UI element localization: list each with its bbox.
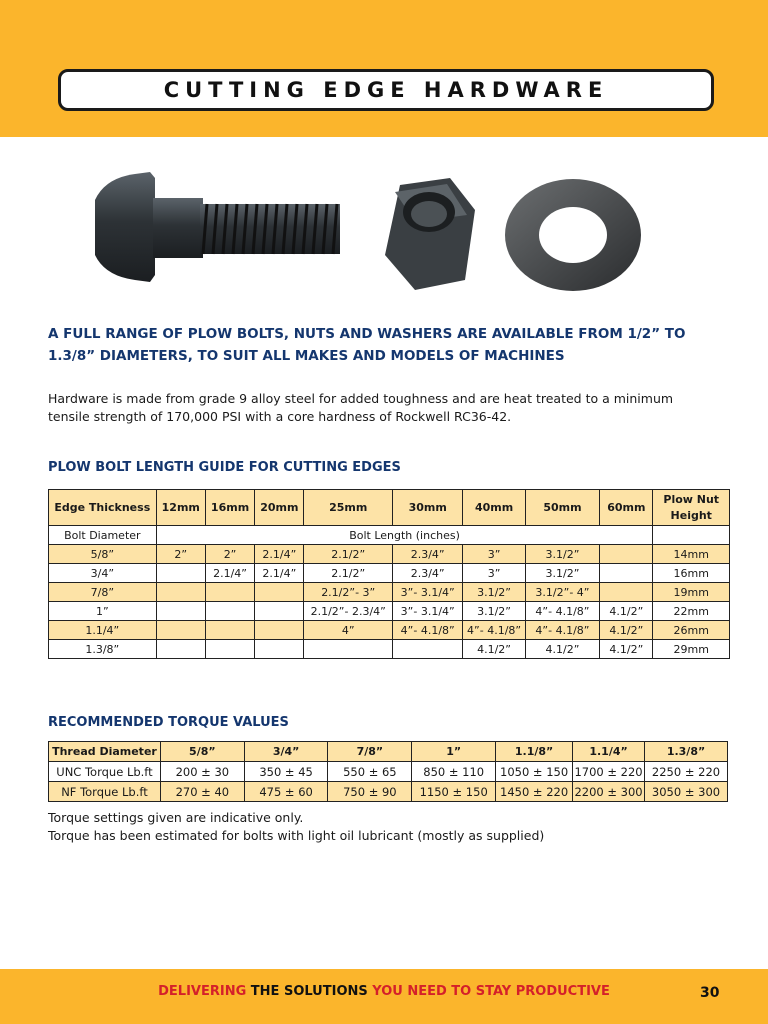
table-cell: 4.1/2”: [463, 640, 525, 659]
footer-tagline: [0, 984, 768, 999]
note-line: Torque has been estimated for bolts with light oil lubricant (mostly as supplied): [48, 828, 545, 843]
table-cell: 4”- 4.1/8”: [525, 602, 599, 621]
page-number: 30: [700, 985, 720, 1001]
headline-line: A FULL RANGE OF PLOW BOLTS, NUTS AND WASHERS ARE AVAILABLE FROM 1/2” TO: [48, 326, 686, 342]
table-cell: 4.1/2”: [600, 640, 653, 659]
column-header: 1.1/4”: [573, 742, 645, 762]
table-cell: [304, 640, 393, 659]
torque-title: RECOMMENDED TORQUE VALUES: [48, 715, 289, 730]
table-cell: 4.1/2”: [600, 621, 653, 640]
bolt-guide-title: PLOW BOLT LENGTH GUIDE FOR CUTTING EDGES: [48, 460, 401, 475]
table-cell: [205, 640, 254, 659]
table-cell: 3”: [463, 545, 525, 564]
table-cell: 2200 ± 300: [573, 782, 645, 802]
table-cell: 475 ± 60: [244, 782, 328, 802]
table-cell: [205, 621, 254, 640]
headline-line: 1.3/8” DIAMETERS, TO SUIT ALL MAKES AND MODELS OF MACHINES: [48, 348, 565, 364]
table-cell: NF Torque Lb.ft: [49, 782, 161, 802]
column-header: 1.3/8”: [645, 742, 728, 762]
table-cell: [156, 564, 205, 583]
table-cell: [600, 545, 653, 564]
column-header: Plow Nut Height: [653, 490, 730, 526]
table-cell: 3.1/2”: [525, 564, 599, 583]
table-cell: 350 ± 45: [244, 762, 328, 782]
table-cell: 22mm: [653, 602, 730, 621]
column-header: 40mm: [463, 490, 525, 526]
table-cell: 3.1/2”: [525, 545, 599, 564]
table-cell: [255, 621, 304, 640]
tagline-part: YOU NEED TO STAY PRODUCTIVE: [372, 984, 610, 999]
table-cell: 2.1/4”: [205, 564, 254, 583]
column-header: 20mm: [255, 490, 304, 526]
table-cell: 4”- 4.1/8”: [463, 621, 525, 640]
table-cell: 200 ± 30: [160, 762, 244, 782]
table-cell: 3”- 3.1/4”: [392, 602, 462, 621]
column-header: 12mm: [156, 490, 205, 526]
table-cell: 1”: [49, 602, 157, 621]
bolt-table-body: [49, 526, 730, 659]
table-cell: 1150 ± 150: [412, 782, 496, 802]
table-cell: 4”- 4.1/8”: [525, 621, 599, 640]
table-cell: 2”: [156, 545, 205, 564]
table-cell: 3.1/2”: [463, 583, 525, 602]
tagline-part: THE SOLUTIONS: [250, 984, 373, 999]
torque-table-body: [49, 762, 728, 802]
table-row: [49, 583, 730, 602]
flat-washer-image: [505, 179, 641, 291]
table-cell: [600, 583, 653, 602]
table-cell: 1050 ± 150: [496, 762, 573, 782]
table-row: [49, 545, 730, 564]
column-header: 50mm: [525, 490, 599, 526]
table-cell: [255, 602, 304, 621]
page-title: CUTTING EDGE HARDWARE: [163, 78, 609, 102]
table-cell: 5/8”: [49, 545, 157, 564]
table-cell: [156, 621, 205, 640]
table-row: [49, 621, 730, 640]
table-cell: 2.3/4”: [392, 545, 462, 564]
tagline-part: DELIVERING: [158, 984, 251, 999]
table-cell: [653, 526, 730, 545]
table-cell: 2250 ± 220: [645, 762, 728, 782]
table-cell: [255, 640, 304, 659]
table-cell: 550 ± 65: [328, 762, 412, 782]
table-cell: [156, 583, 205, 602]
column-header: 1.1/8”: [496, 742, 573, 762]
table-row: [49, 564, 730, 583]
table-cell: [255, 583, 304, 602]
table-cell: 1.3/8”: [49, 640, 157, 659]
table-cell: 3/4”: [49, 564, 157, 583]
table-cell: 2.1/2”: [304, 545, 393, 564]
table-header-row: [49, 490, 730, 526]
bolt-length-table: [48, 489, 730, 659]
subheader-row: [49, 526, 730, 545]
column-header: Thread Diameter: [49, 742, 161, 762]
table-cell: 2.1/2”- 3”: [304, 583, 393, 602]
table-cell: 1450 ± 220: [496, 782, 573, 802]
table-cell: 1.1/4”: [49, 621, 157, 640]
plow-bolt-image: [95, 172, 340, 282]
table-cell: 4.1/2”: [600, 602, 653, 621]
table-cell: Bolt Length (inches): [156, 526, 653, 545]
column-header: 30mm: [392, 490, 462, 526]
column-header: 3/4”: [244, 742, 328, 762]
table-cell: 2.1/2”: [304, 564, 393, 583]
column-header: 1”: [412, 742, 496, 762]
table-cell: 3050 ± 300: [645, 782, 728, 802]
intro-line: Hardware is made from grade 9 alloy steel for added toughness and are heat treated to a minimum: [48, 391, 674, 406]
product-photo: [95, 160, 655, 310]
table-cell: 7/8”: [49, 583, 157, 602]
table-cell: [205, 602, 254, 621]
column-header: Edge Thickness: [49, 490, 157, 526]
column-header: 16mm: [205, 490, 254, 526]
table-cell: 2.1/2”- 2.3/4”: [304, 602, 393, 621]
hex-nut-image: [385, 178, 475, 290]
table-cell: 3”- 3.1/4”: [392, 583, 462, 602]
column-header: 25mm: [304, 490, 393, 526]
intro-paragraph: [48, 390, 728, 426]
column-header: 7/8”: [328, 742, 412, 762]
table-header-row: [49, 742, 728, 762]
column-header: 60mm: [600, 490, 653, 526]
note-line: Torque settings given are indicative only.: [48, 810, 304, 825]
headline: [48, 323, 728, 367]
table-row: [49, 762, 728, 782]
table-cell: 4”: [304, 621, 393, 640]
torque-table: [48, 741, 728, 802]
table-cell: 2.1/4”: [255, 545, 304, 564]
table-cell: [392, 640, 462, 659]
table-cell: 29mm: [653, 640, 730, 659]
column-header: 5/8”: [160, 742, 244, 762]
table-row: [49, 640, 730, 659]
table-cell: UNC Torque Lb.ft: [49, 762, 161, 782]
table-cell: 4.1/2”: [525, 640, 599, 659]
table-cell: [156, 602, 205, 621]
table-cell: 4”- 4.1/8”: [392, 621, 462, 640]
torque-notes: [48, 809, 544, 845]
table-cell: 3.1/2”: [463, 602, 525, 621]
table-cell: 3.1/2”- 4”: [525, 583, 599, 602]
table-cell: 1700 ± 220: [573, 762, 645, 782]
table-cell: 2”: [205, 545, 254, 564]
table-cell: 14mm: [653, 545, 730, 564]
table-cell: 26mm: [653, 621, 730, 640]
table-cell: 3”: [463, 564, 525, 583]
table-cell: [156, 640, 205, 659]
table-cell: 750 ± 90: [328, 782, 412, 802]
table-cell: Bolt Diameter: [49, 526, 157, 545]
table-row: [49, 782, 728, 802]
table-cell: 2.3/4”: [392, 564, 462, 583]
table-cell: 270 ± 40: [160, 782, 244, 802]
page-title-box: [58, 69, 714, 111]
table-cell: 850 ± 110: [412, 762, 496, 782]
table-cell: [600, 564, 653, 583]
table-cell: [205, 583, 254, 602]
table-cell: 19mm: [653, 583, 730, 602]
table-row: [49, 602, 730, 621]
intro-line: tensile strength of 170,000 PSI with a core hardness of Rockwell RC36-42.: [48, 409, 512, 424]
table-cell: 16mm: [653, 564, 730, 583]
table-cell: 2.1/4”: [255, 564, 304, 583]
